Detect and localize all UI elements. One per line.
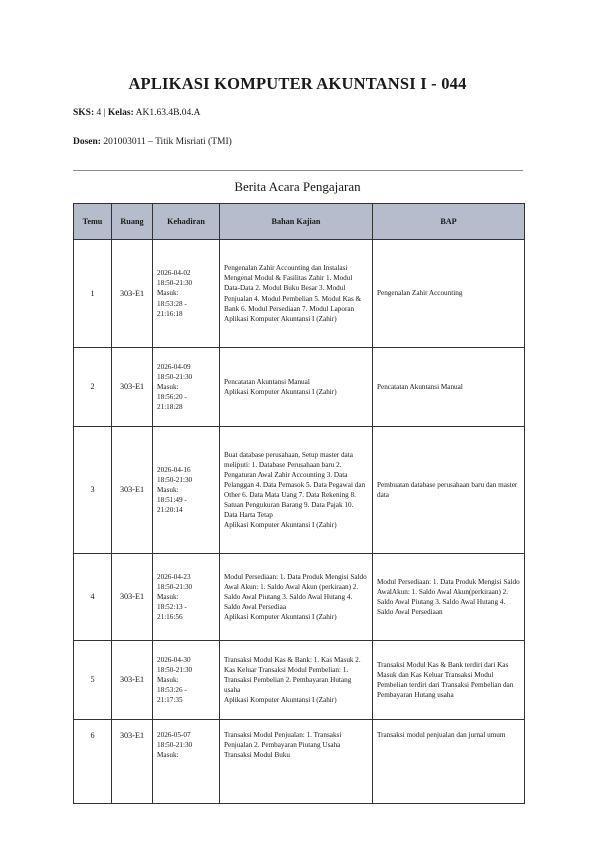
checkin-label: Masuk: bbox=[157, 751, 179, 760]
date: 2026-04-09 bbox=[157, 362, 191, 371]
table-row bbox=[74, 720, 525, 804]
kehadiran-cell bbox=[153, 554, 220, 641]
bahan-kajian-cell bbox=[220, 348, 373, 427]
kelas-label: Kelas: bbox=[107, 108, 134, 118]
ruang-cell: 303-E1 bbox=[112, 348, 153, 427]
table-row bbox=[74, 554, 525, 641]
sks-label: SKS: bbox=[73, 108, 95, 118]
checkout-time: 21:20:14 bbox=[157, 506, 183, 515]
kehadiran-cell bbox=[153, 641, 220, 720]
ruang-cell: 303-E1 bbox=[112, 554, 153, 641]
bahan-footer: Aplikasi Komputer Akuntansi I (Zahir) bbox=[224, 696, 337, 705]
checkin-label: Masuk: bbox=[157, 289, 179, 298]
table-row bbox=[74, 427, 525, 554]
checkout-time: 21:16:56 bbox=[157, 613, 183, 622]
checkin-time: 18:53:28 - bbox=[157, 299, 187, 308]
bap-cell: Pembuatan database perusahaan baru dan master data bbox=[373, 427, 525, 554]
schedule-time: 18:50-21:30 bbox=[157, 665, 193, 674]
bahan-kajian-cell bbox=[220, 427, 373, 554]
bap-cell: Modul Persediaan: 1. Data Produk Mengisi Saldo AwalAkun: 1. Saldo Awal Akun(perkiraan) 2. Saldo Awal Piutang 3. Saldo Awal Hutang 4. Saldo Awal Persediaan bbox=[373, 554, 525, 641]
header-bahan-kajian: Bahan Kajian bbox=[220, 204, 373, 240]
bap-cell: Transaksi modul penjualan dan jurnal umum bbox=[373, 720, 525, 804]
bahan-footer: Aplikasi Komputer Akuntansi I (Zahir) bbox=[224, 388, 337, 396]
bap-cell: Pencatatan Akuntansi Manual bbox=[373, 348, 525, 427]
checkin-time: 18:56:20 - bbox=[157, 393, 187, 402]
checkin-time: 18:52:13 - bbox=[157, 603, 187, 612]
ruang-cell: 303-E1 bbox=[112, 641, 153, 720]
bahan-text: Modul Persediaan: 1. Data Produk Mengisi Saldo Awal Akun: 1. Saldo Awal Akun (perkiraan) 2. Saldo Awal Piutang 3. Saldo Awal Hutang 4. Saldo Awal Persediaa bbox=[224, 572, 367, 612]
schedule-time: 18:50-21:30 bbox=[157, 372, 193, 381]
kehadiran-cell bbox=[153, 427, 220, 554]
header-ruang: Ruang bbox=[112, 204, 153, 240]
lecturer-meta bbox=[73, 137, 232, 147]
date: 2026-05-07 bbox=[157, 731, 191, 739]
checkin-time: 18:53:26 - bbox=[157, 686, 187, 695]
ruang-cell: 303-E1 bbox=[112, 240, 153, 348]
bap-cell: Transaksi Modul Kas & Bank terdiri dari Kas Masuk dan Kas Keluar Transaksi Modul Pembelian terdiri dari Transaksi Pembelian dan Pembayaran Hutang usaha bbox=[373, 641, 525, 720]
date: 2026-04-23 bbox=[157, 572, 191, 581]
checkin-label: Masuk: bbox=[157, 592, 179, 601]
schedule-time: 18:50-21:30 bbox=[157, 475, 193, 484]
bahan-text: Buat database perusahaan, Setup master data meliputi: 1. Database Perusahaan baru 2. Pengaturan Awal Zahir Accounting 3. Data Pelanggan 4. Data Pemasok 5. Data Pegawai dan Other 6. Data Mata Uang 7. Data Rekening 8. Satuan Pengukuran Barang 9. Data Pajak 10. Data Harta Tetap bbox=[224, 450, 366, 520]
ruang-cell: 303-E1 bbox=[112, 427, 153, 554]
section-title: Berita Acara Pengajaran bbox=[234, 179, 361, 194]
temu-cell: 4 bbox=[74, 554, 112, 641]
divider bbox=[73, 170, 523, 171]
bahan-text: Transaksi Modul Penjualan: 1. Transaksi Penjualan 2. Pembayaran Piutang Usaha Transaksi Modul Buku bbox=[224, 731, 342, 760]
bahan-text: Pengenalan Zahir Accounting dan Instalasi Mengenal Modul & Fasilitas Zahir 1. Modul Data-Data 2. Modul Buku Besar 3. Modul Penjualan 4. Modul Pembelian 5. Modul Kas & Bank 6. Modul Persediaan 7. Modul Laporan bbox=[224, 264, 362, 313]
table-row bbox=[74, 240, 525, 348]
bahan-text: Transaksi Modul Kas & Bank: 1. Kas Masuk 2. Kas Keluar Transaksi Modul Pembelian: 1. Transaksi Pembelian 2. Pembayaran Hutang usaha bbox=[224, 655, 361, 695]
checkin-time: 18:51:49 - bbox=[157, 496, 187, 505]
checkin-label: Masuk: bbox=[157, 485, 179, 494]
bahan-kajian-cell bbox=[220, 720, 373, 804]
date: 2026-04-30 bbox=[157, 655, 191, 664]
checkin-label: Masuk: bbox=[157, 382, 179, 391]
bahan-kajian-cell bbox=[220, 240, 373, 348]
temu-cell: 5 bbox=[74, 641, 112, 720]
date: 2026-04-02 bbox=[157, 269, 191, 278]
kehadiran-cell bbox=[153, 348, 220, 427]
schedule-time: 18:50-21:30 bbox=[157, 582, 193, 591]
table-row bbox=[74, 348, 525, 427]
dosen-value: 201003011 – Titik Misriati (TMI) bbox=[100, 137, 232, 147]
temu-cell: 3 bbox=[74, 427, 112, 554]
checkout-time: 21:17:35 bbox=[157, 696, 183, 705]
bahan-footer: Aplikasi Komputer Akuntansi I (Zahir) bbox=[224, 613, 337, 622]
kehadiran-cell bbox=[153, 720, 220, 804]
dosen-label: Dosen: bbox=[73, 137, 101, 147]
checkin-label: Masuk: bbox=[157, 675, 179, 684]
bahan-kajian-cell bbox=[220, 641, 373, 720]
kelas-value: AK1.63.4B.04.A bbox=[133, 108, 201, 118]
temu-cell: 2 bbox=[74, 348, 112, 427]
sks-value: 4 | bbox=[94, 108, 108, 118]
schedule-time: 18:50-21:30 bbox=[157, 741, 193, 750]
checkout-time: 21:16:18 bbox=[157, 309, 183, 318]
temu-cell: 6 bbox=[74, 720, 112, 804]
page-title: APLIKASI KOMPUTER AKUNTANSI I - 044 bbox=[128, 74, 467, 93]
course-meta bbox=[73, 108, 201, 118]
date: 2026-04-16 bbox=[157, 465, 191, 474]
header-bap: BAP bbox=[373, 204, 525, 240]
bahan-text: Pencatatan Akuntansi Manual bbox=[224, 377, 310, 386]
header-temu: Temu bbox=[74, 204, 112, 240]
temu-cell: 1 bbox=[74, 240, 112, 348]
bahan-footer: Aplikasi Komputer Akuntansi I (Zahir) bbox=[224, 521, 337, 530]
header-kehadiran: Kehadiran bbox=[153, 204, 220, 240]
bap-cell: Pengenalan Zahir Accounting bbox=[373, 240, 525, 348]
table-header-row bbox=[74, 204, 525, 240]
schedule-time: 18:50-21:30 bbox=[157, 279, 193, 288]
kehadiran-cell bbox=[153, 240, 220, 348]
teaching-report-table bbox=[73, 203, 525, 804]
bahan-footer: Aplikasi Komputer Akuntansi I (Zahir) bbox=[224, 314, 337, 323]
bahan-kajian-cell bbox=[220, 554, 373, 641]
ruang-cell: 303-E1 bbox=[112, 720, 153, 804]
table-row bbox=[74, 641, 525, 720]
checkout-time: 21:18:28 bbox=[157, 403, 183, 412]
